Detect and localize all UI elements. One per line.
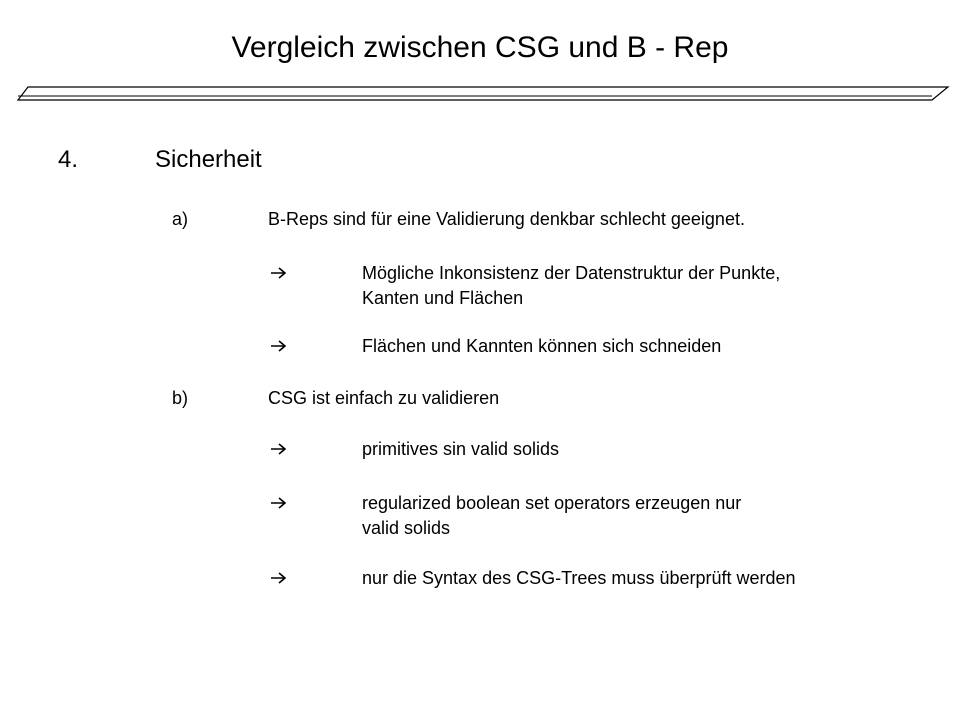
right-arrow-icon — [268, 567, 290, 589]
right-arrow-icon — [268, 262, 290, 284]
right-arrow-icon — [268, 335, 290, 357]
point-b3-line1: nur die Syntax des CSG-Trees muss überprüft werden — [362, 568, 796, 588]
right-arrow-icon — [268, 438, 290, 460]
item-label-a: a) — [172, 209, 189, 229]
item-text-a: B-Reps sind für eine Validierung denkbar schlecht geeignet. — [268, 209, 745, 229]
point-a2-line1: Flächen und Kannten können sich schneiden — [362, 336, 722, 356]
title-underline-bar — [14, 82, 950, 104]
item-label-b: b) — [172, 388, 189, 408]
slide-title: Vergleich zwischen CSG und B - Rep — [231, 31, 729, 64]
point-b2-line1: regularized boolean set operators erzeugen nur — [362, 493, 742, 513]
item-text-b: CSG ist einfach zu validieren — [268, 388, 500, 408]
point-a1-line1: Mögliche Inkonsistenz der Datenstruktur der Punkte, — [362, 263, 781, 283]
point-a1-line2: Kanten und Flächen — [362, 288, 524, 308]
section-number: 4. — [58, 146, 79, 173]
point-b1-line1: primitives sin valid solids — [362, 439, 560, 459]
point-b2-line2: valid solids — [362, 518, 451, 538]
right-arrow-icon — [268, 492, 290, 514]
section-title: Sicherheit — [155, 146, 262, 173]
